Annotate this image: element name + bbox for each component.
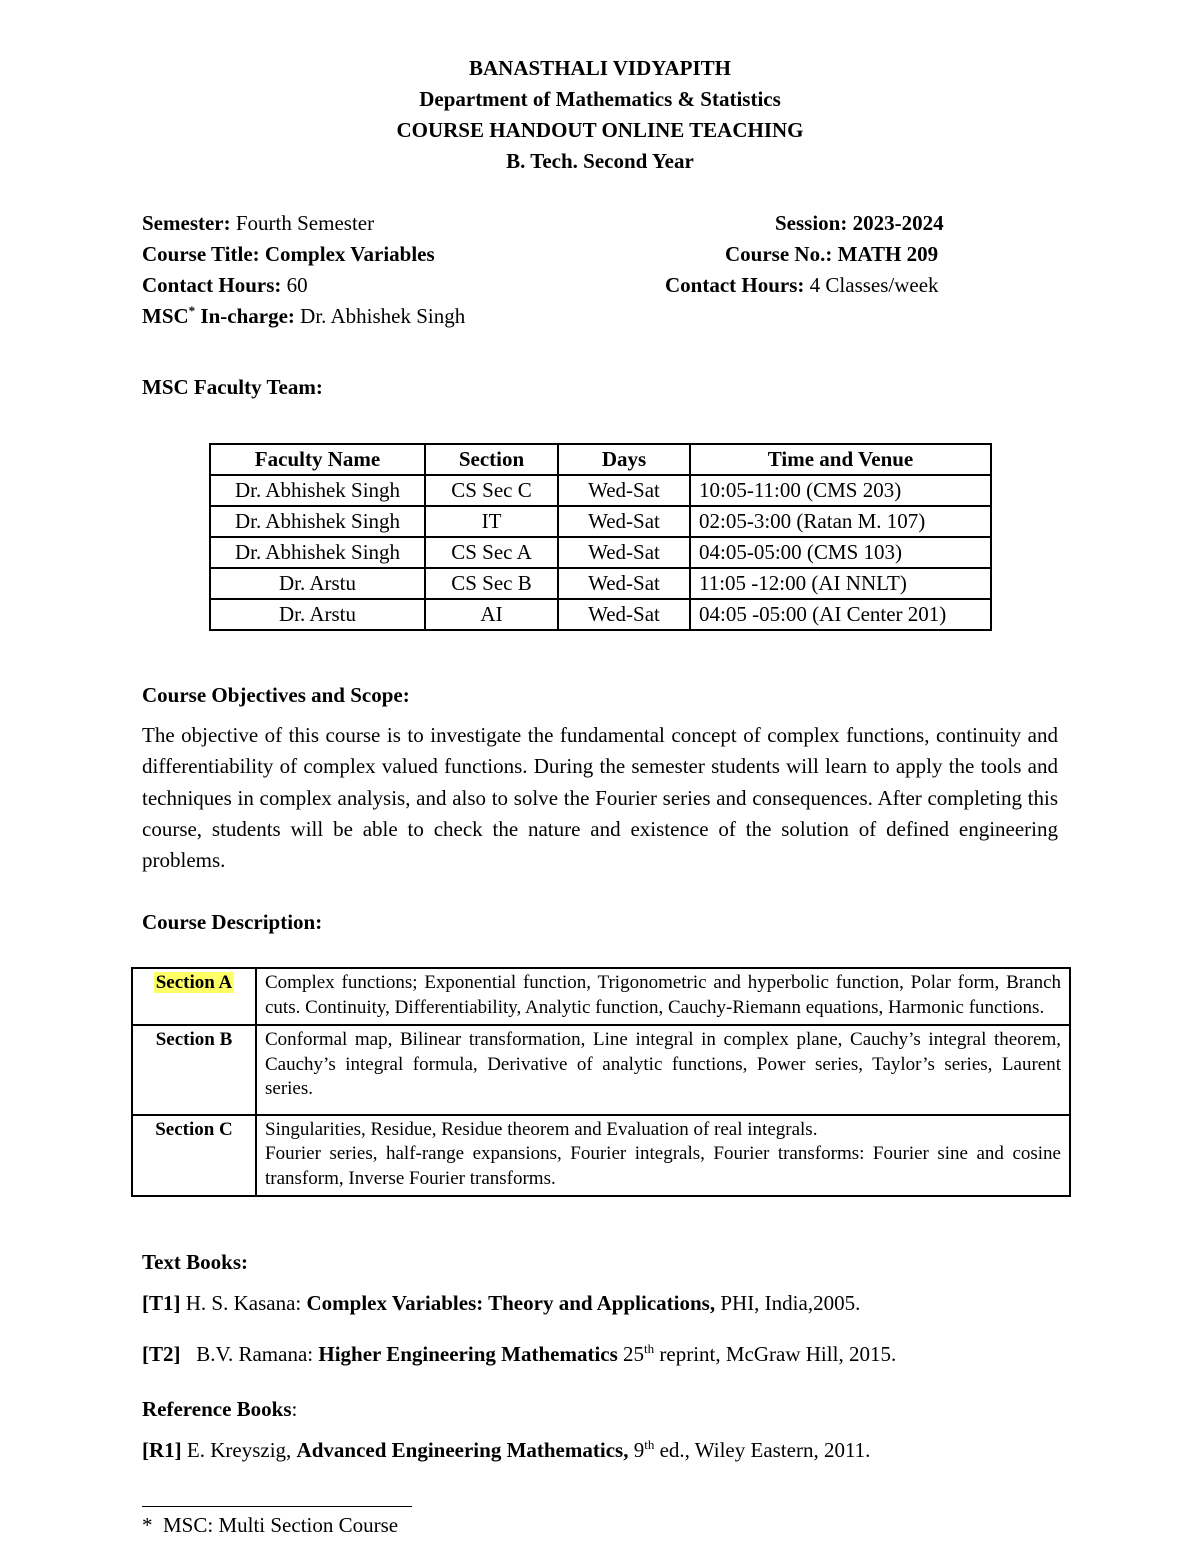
time-venue-cell: 11:05 -12:00 (AI NNLT): [690, 568, 991, 599]
t2-edition: 25: [623, 1342, 645, 1366]
incharge-label: In-charge:: [200, 304, 295, 328]
table-row: [210, 506, 991, 537]
t1-tag: [T1]: [142, 1291, 181, 1315]
time-venue-cell: 02:05-3:00 (Ratan M. 107): [690, 506, 991, 537]
department-name: Department of Mathematics & Statistics: [419, 87, 781, 111]
footnote: [142, 1513, 398, 1538]
faculty-name-cell: Dr. Abhishek Singh: [210, 475, 425, 506]
days-cell: Wed-Sat: [558, 599, 690, 630]
table-row: [210, 568, 991, 599]
semester-label: Semester:: [142, 211, 231, 235]
r1-title: Advanced Engineering Mathematics,: [296, 1438, 629, 1462]
t2-rest: reprint, McGraw Hill, 2015.: [659, 1342, 897, 1366]
section-cell: CS Sec A: [425, 537, 558, 568]
footnote-text: MSC: Multi Section Course: [163, 1513, 399, 1537]
table-row: [132, 1025, 1070, 1115]
contact-hours-value: 60: [286, 273, 308, 297]
incharge-value: Dr. Abhishek Singh: [300, 304, 466, 328]
column-header: Faculty Name: [210, 444, 425, 475]
course-title-label: Course Title:: [142, 242, 260, 266]
section-content-cell: Conformal map, Bilinear transformation, Line integral in complex plane, Cauchy’s integral theorem, Cauchy’s integral formula, Derivative of analytic functions, Power series, Taylor’s series, Laurent series.: [256, 1025, 1070, 1115]
section-c-line-2: Fourier series, half-range expansions, Fourier integrals, Fourier transforms: Fourier sine and cosine transform, Inverse Fourier transforms.: [265, 1143, 1061, 1189]
contact-hours-weekly-value: 4 Classes/week: [809, 273, 939, 297]
section-a-label: Section A: [155, 972, 233, 993]
footnote-separator: [142, 1506, 412, 1507]
time-venue-cell: 10:05-11:00 (CMS 203): [690, 475, 991, 506]
t1-author: H. S. Kasana:: [185, 1291, 302, 1315]
section-c-line-1: Singularities, Residue, Residue theorem and Evaluation of real integrals.: [265, 1118, 818, 1140]
table-row: [210, 599, 991, 630]
course-title-line: [142, 242, 435, 267]
column-header: Days: [558, 444, 690, 475]
section-name-cell: Section C: [132, 1115, 256, 1197]
faculty-name-cell: Dr. Abhishek Singh: [210, 537, 425, 568]
contact-hours-line: [142, 273, 308, 298]
table-row: [210, 537, 991, 568]
faculty-name-cell: Dr. Arstu: [210, 599, 425, 630]
institution-name: BANASTHALI VIDYAPITH: [469, 56, 731, 80]
column-header: Section: [425, 444, 558, 475]
section-name-cell: Section B: [132, 1025, 256, 1115]
session-line: [775, 211, 944, 236]
time-venue-cell: 04:05-05:00 (CMS 103): [690, 537, 991, 568]
section-content-cell: [256, 1115, 1070, 1197]
t1-title: Complex Variables: Theory and Applications,: [306, 1291, 716, 1315]
msc-label: MSC: [142, 304, 189, 328]
r1-tag: [R1]: [142, 1438, 182, 1462]
contact-hours-weekly-line: [665, 273, 939, 298]
footnote-mark: *: [142, 1513, 153, 1537]
r1-edition-sup: th: [644, 1437, 655, 1452]
days-cell: Wed-Sat: [558, 506, 690, 537]
table-row: [210, 475, 991, 506]
faculty-table: [209, 443, 992, 631]
course-no-label: Course No.:: [725, 242, 833, 266]
faculty-table-header: [210, 444, 991, 475]
table-row: [132, 1115, 1070, 1197]
reference-books-heading-line: [142, 1397, 297, 1422]
semester-value: Fourth Semester: [235, 211, 375, 235]
r1-rest: ed., Wiley Eastern, 2011.: [659, 1438, 871, 1462]
t2-edition-sup: th: [644, 1341, 655, 1356]
days-cell: Wed-Sat: [558, 568, 690, 599]
text-books-heading: Text Books:: [142, 1250, 248, 1274]
faculty-name-cell: Dr. Abhishek Singh: [210, 506, 425, 537]
course-no-line: [725, 242, 938, 267]
course-title-value: Complex Variables: [264, 242, 435, 266]
text-book-t2: [142, 1342, 896, 1367]
msc-incharge-line: [142, 304, 465, 329]
reference-book-r1: [142, 1438, 870, 1463]
r1-edition: 9: [633, 1438, 645, 1462]
days-cell: Wed-Sat: [558, 475, 690, 506]
days-cell: Wed-Sat: [558, 537, 690, 568]
time-venue-cell: 04:05 -05:00 (AI Center 201): [690, 599, 991, 630]
section-cell: IT: [425, 506, 558, 537]
t2-tag: [T2]: [142, 1342, 181, 1366]
objectives-heading: Course Objectives and Scope:: [142, 683, 410, 707]
column-header: Time and Venue: [690, 444, 991, 475]
contact-hours-label: Contact Hours:: [142, 273, 282, 297]
msc-footnote-mark: *: [188, 303, 196, 318]
handout-title: COURSE HANDOUT ONLINE TEACHING: [396, 118, 804, 142]
section-cell: CS Sec B: [425, 568, 558, 599]
section-cell: AI: [425, 599, 558, 630]
section-name-cell: [132, 968, 256, 1025]
section-cell: CS Sec C: [425, 475, 558, 506]
section-content-cell: Complex functions; Exponential function, Trigonometric and hyperbolic function, Polar form, Branch cuts. Continuity, Differentiability, Analytic function, Cauchy-Riemann equations, Harmonic functions.: [256, 968, 1070, 1025]
t2-title: Higher Engineering Mathematics: [318, 1342, 618, 1366]
objectives-paragraph: The objective of this course is to investigate the fundamental concept of complex functions, continuity and differentiability of complex valued functions. During the semester students will learn to apply the tools and techniques in complex analysis, and also to solve the Fourier series and consequences. After completing this course, students will be able to check the nature and existence of the solution of defined engineering problems.: [142, 723, 1058, 873]
session-label: Session:: [775, 211, 848, 235]
table-row: [132, 968, 1070, 1025]
text-book-t1: [142, 1291, 860, 1316]
contact-hours-weekly-label: Contact Hours:: [665, 273, 805, 297]
semester-line: [142, 211, 374, 236]
course-description-table: [131, 967, 1071, 1197]
t2-author: B.V. Ramana:: [196, 1342, 314, 1366]
program-name: B. Tech. Second Year: [506, 149, 694, 173]
faculty-name-cell: Dr. Arstu: [210, 568, 425, 599]
reference-books-colon: :: [291, 1397, 298, 1421]
reference-books-heading: Reference Books: [142, 1397, 292, 1421]
course-no-value: MATH 209: [837, 242, 939, 266]
r1-author: E. Kreyszig,: [186, 1438, 292, 1462]
t1-rest: PHI, India,2005.: [720, 1291, 861, 1315]
faculty-team-heading: MSC Faculty Team:: [142, 375, 323, 399]
session-value: 2023-2024: [852, 211, 944, 235]
description-heading: Course Description:: [142, 910, 323, 934]
